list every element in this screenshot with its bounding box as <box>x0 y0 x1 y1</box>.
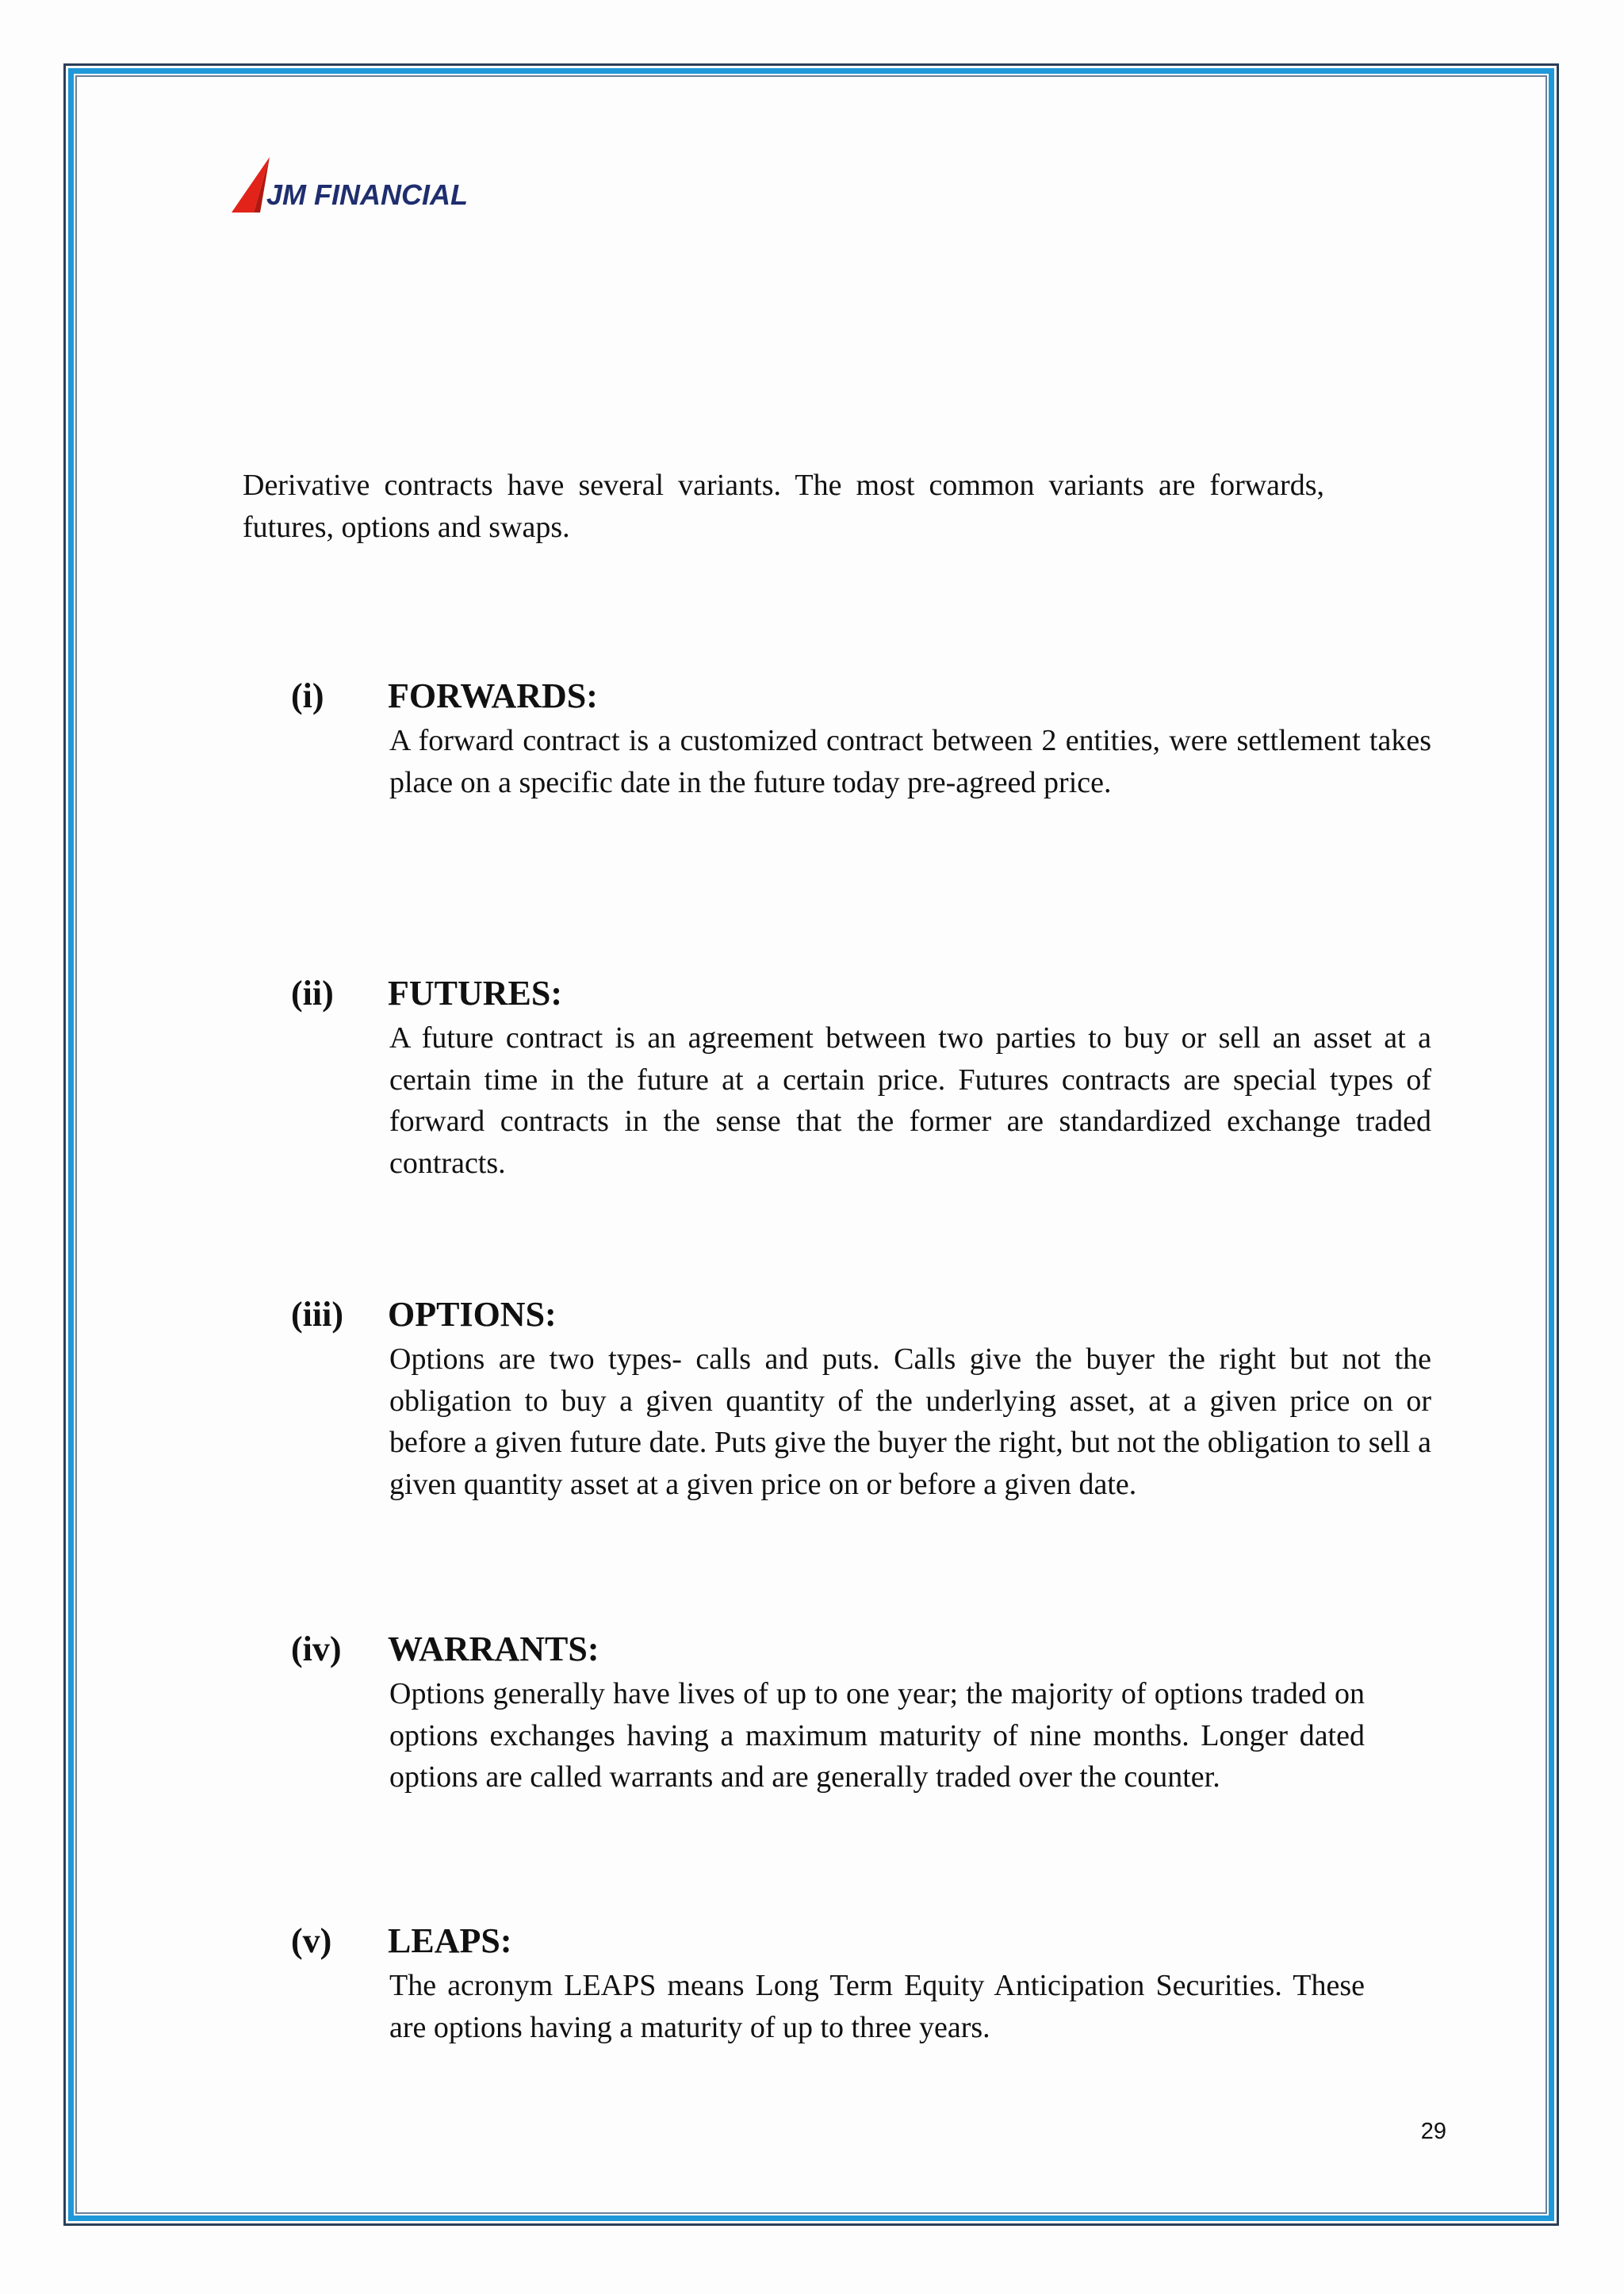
section-body: Options are two types- calls and puts. Calls give the buyer the right but not the obligation to buy a given quantity of the underlying asset, at a given price on or before a given future date. Puts give the buyer the right, but not the obligation to sell a given quantity asset at a given price on or before a given date. <box>389 1342 1431 1501</box>
section-title: OPTIONS: <box>388 1295 557 1334</box>
section-title: FUTURES: <box>388 974 563 1013</box>
jm-financial-logo <box>232 157 477 214</box>
page-number: 29 <box>1420 2119 1446 2144</box>
section-number: (ii) <box>291 974 334 1013</box>
section-heading <box>291 970 1433 1017</box>
section-forwards <box>291 672 1433 803</box>
section-heading <box>291 672 1433 720</box>
section-number: (v) <box>291 1921 332 1960</box>
intro-paragraph: Derivative contracts have several variants. The most common variants are forwards, futures, options and swaps. <box>243 469 1324 544</box>
section-heading <box>291 1917 1433 1965</box>
section-title: FORWARDS: <box>388 676 598 715</box>
logo-text: JM FINANCIAL <box>266 178 468 211</box>
section-heading <box>291 1626 1433 1673</box>
section-body: Options generally have lives of up to one year; the majority of options traded on options exchanges having a maximum maturity of nine months. Longer dated options are called warrants and are generally traded over the counter. <box>389 1677 1365 1794</box>
section-body: A future contract is an agreement between two parties to buy or sell an asset at a certain time in the future at a certain price. Futures contracts are special types of forward contracts in the sense that the former are standardized exchange traded contracts. <box>389 1021 1431 1180</box>
section-body: A forward contract is a customized contract between 2 entities, were settlement takes place on a specific date in the future today pre-agreed price. <box>389 724 1431 799</box>
section-leaps <box>291 1917 1433 2048</box>
section-title: LEAPS: <box>388 1921 512 1960</box>
section-number: (iii) <box>291 1295 343 1334</box>
section-heading <box>291 1291 1433 1338</box>
section-body: The acronym LEAPS means Long Term Equity Anticipation Securities. These are options having a maturity of up to three years. <box>389 1969 1365 2044</box>
section-futures <box>291 970 1433 1184</box>
section-number: (i) <box>291 676 324 715</box>
section-warrants <box>291 1626 1433 1798</box>
section-options <box>291 1291 1433 1505</box>
section-title: WARRANTS: <box>388 1630 599 1668</box>
jm-financial-logo-graphic <box>232 157 477 214</box>
section-number: (iv) <box>291 1630 342 1668</box>
